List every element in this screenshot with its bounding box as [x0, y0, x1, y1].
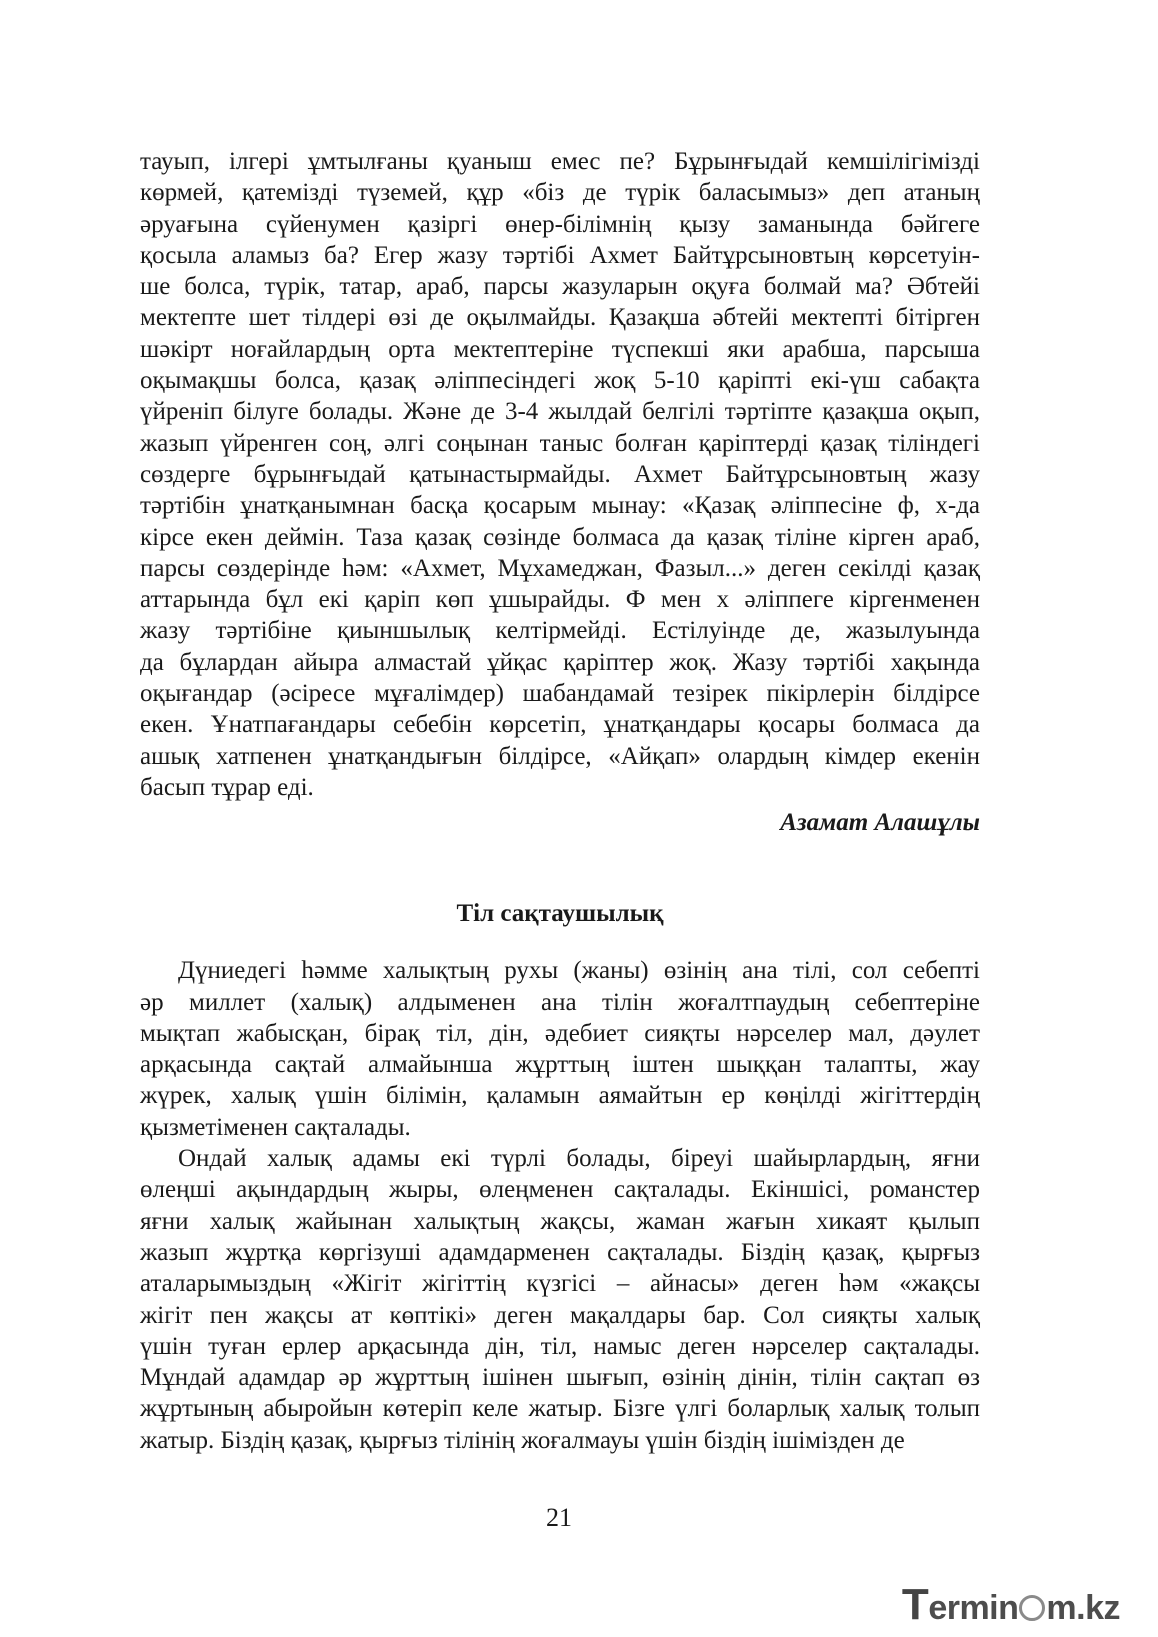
text-line: ашық хатпенен ұнатқандығын білдірсе, «Айқап» олардың кімдер екенін	[140, 742, 980, 770]
page-number: 21	[546, 1503, 572, 1532]
text-line: оқығандар (әсіресе мұғалімдер) шабандамай тезірек пікірлерін білдірсе	[140, 680, 980, 708]
logo-text-part2: m.kz	[1046, 1589, 1120, 1627]
text-line: мектепте шет тілдері өзі де оқылмайды. Қазақша әбтейі мектепті бітірген	[140, 304, 980, 332]
text-line: да бұлардан айыра алмастай ұйқас қаріптер жоқ. Жазу тәртібі хақында	[140, 648, 980, 676]
text-line: сөздерге бұрынғыдай қатынастырмайды. Ахмет Байтұрсыновтың жазу	[140, 460, 980, 488]
text-line: Ондай халық адамы екі түрлі болады, біреуі шайырлардың, яғни	[178, 1145, 980, 1173]
text-line: кірсе екен деймін. Таза қазақ сөзінде болмаса да қазақ тіліне кірген араб,	[140, 523, 980, 551]
text-line: парсы сөздерінде һәм: «Ахмет, Мұхамеджан, Фазыл...» деген секілді қазақ	[140, 554, 980, 582]
text-line: өлеңші ақындардың жыры, өлеңменен сақталады. Екіншісі, романстер	[140, 1176, 980, 1204]
text-line: мықтап жабысқан, бірақ тіл, дін, әдебиет сияқты нәрселер мал, дәулет	[140, 1019, 980, 1047]
text-line: жігіт пен жақсы ат көптікі» деген мақалдары бар. Сол сияқты халық	[140, 1301, 980, 1329]
text-line: жатыр. Біздің қазақ, қырғыз тілінің жоғалмауы үшін біздің ішімізден де	[140, 1426, 905, 1454]
text-line: жұртының абыройын көтеріп келе жатыр. Бізге үлгі боларлық халық толып	[140, 1395, 980, 1423]
text-line: көрмей, қатемізді түземей, құр «біз де түрік баласымыз» деп атаның	[140, 179, 980, 207]
text-line: жазып үйренген соң, әлгі соңынан таныс болған қаріптерді қазақ тіліндегі	[140, 429, 980, 457]
paragraph-body	[140, 1143, 980, 1456]
paragraph-intro	[140, 955, 980, 1143]
text-line: қосыла аламыз ба? Егер жазу тәртібі Ахмет Байтұрсыновтың көрсетуін-	[140, 241, 980, 269]
logo-text-part1: ermin	[928, 1589, 1019, 1627]
text-line: қызметіменен сақталады.	[140, 1113, 411, 1141]
text-line: тәртібін ұнатқанымнан басқа қосарым мынау: «Қазақ әліппесіне ф, х-да	[140, 492, 980, 520]
text-line: жазу тәртібіне қиыншылық келтірмейді. Естілуінде де, жазылуында	[140, 617, 980, 645]
page-content	[140, 146, 980, 1456]
magnifier-icon	[1019, 1595, 1045, 1621]
terminkom-logo	[902, 1580, 1120, 1630]
text-line: аттарында бұл екі қаріп көп ұшырайды. Ф мен х әліппеге кіргенменен	[140, 586, 980, 614]
text-line: шәкірт ноғайлардың орта мектептеріне түспекші яки арабша, парсыша	[140, 335, 980, 363]
logo-letter-t: T	[901, 1580, 929, 1629]
text-line: жүрек, халық үшін білімін, қаламын аямайтын ер көңілді жігіттердің	[140, 1082, 980, 1110]
text-line: үшін туған ерлер арқасында дін, тіл, намыс деген нәрселер сақталады.	[140, 1332, 980, 1360]
author-signature: Азамат Алашұлы	[780, 809, 980, 837]
text-line: үйреніп білуге болады. Және де 3-4 жылдай белгілі тәртіпте қазақша оқып,	[140, 398, 980, 426]
section-title: Тіл сақтаушылық	[456, 900, 664, 928]
text-line: жазып жұртқа көргізуші адамдарменен сақталады. Біздің қазақ, қырғыз	[140, 1238, 980, 1266]
text-line: әр миллет (халық) алдыменен ана тілін жоғалтпаудың себептеріне	[140, 988, 980, 1016]
text-line: тауып, ілгері ұмтылғаны қуаныш емес пе? Бұрынғыдай кемшілігімізді	[140, 148, 980, 175]
text-line: арқасында сақтай алмайынша жұрттың іштен шыққан талапты, жау	[140, 1051, 980, 1079]
text-line: Мұндай адамдар әр жұрттың ішінен шығып, өзінің дінін, тілін сақтап өз	[140, 1364, 980, 1392]
text-line: ше болса, түрік, татар, араб, парсы жазуларын оқуға болмай ма? Әбтейі	[140, 273, 980, 301]
text-line: яғни халық жайынан халықтың жақсы, жаман жағын хикаят қылып	[140, 1207, 980, 1235]
text-line: аталарымыздың «Жігіт жігіттің күзгісі – айнасы» деген һәм «жақсы	[140, 1270, 980, 1298]
text-line: әруағына сүйенумен қазіргі өнер-білімнің қызу заманында бәйгеге	[140, 210, 980, 238]
text-line: оқымақшы болса, қазақ әліппесіндегі жоқ 5-10 қаріпті екі-үш сабақта	[140, 367, 980, 395]
text-line: басып тұрар еді.	[140, 773, 314, 801]
text-line: екен. Ұнатпағандары себебін көрсетіп, ұнатқандары қосары болмаса да	[140, 711, 980, 739]
text-line: Дүниедегі һәмме халықтың рухы (жаны) өзінің ана тілі, сол себепті	[178, 957, 980, 985]
paragraph-continuation	[140, 146, 980, 803]
